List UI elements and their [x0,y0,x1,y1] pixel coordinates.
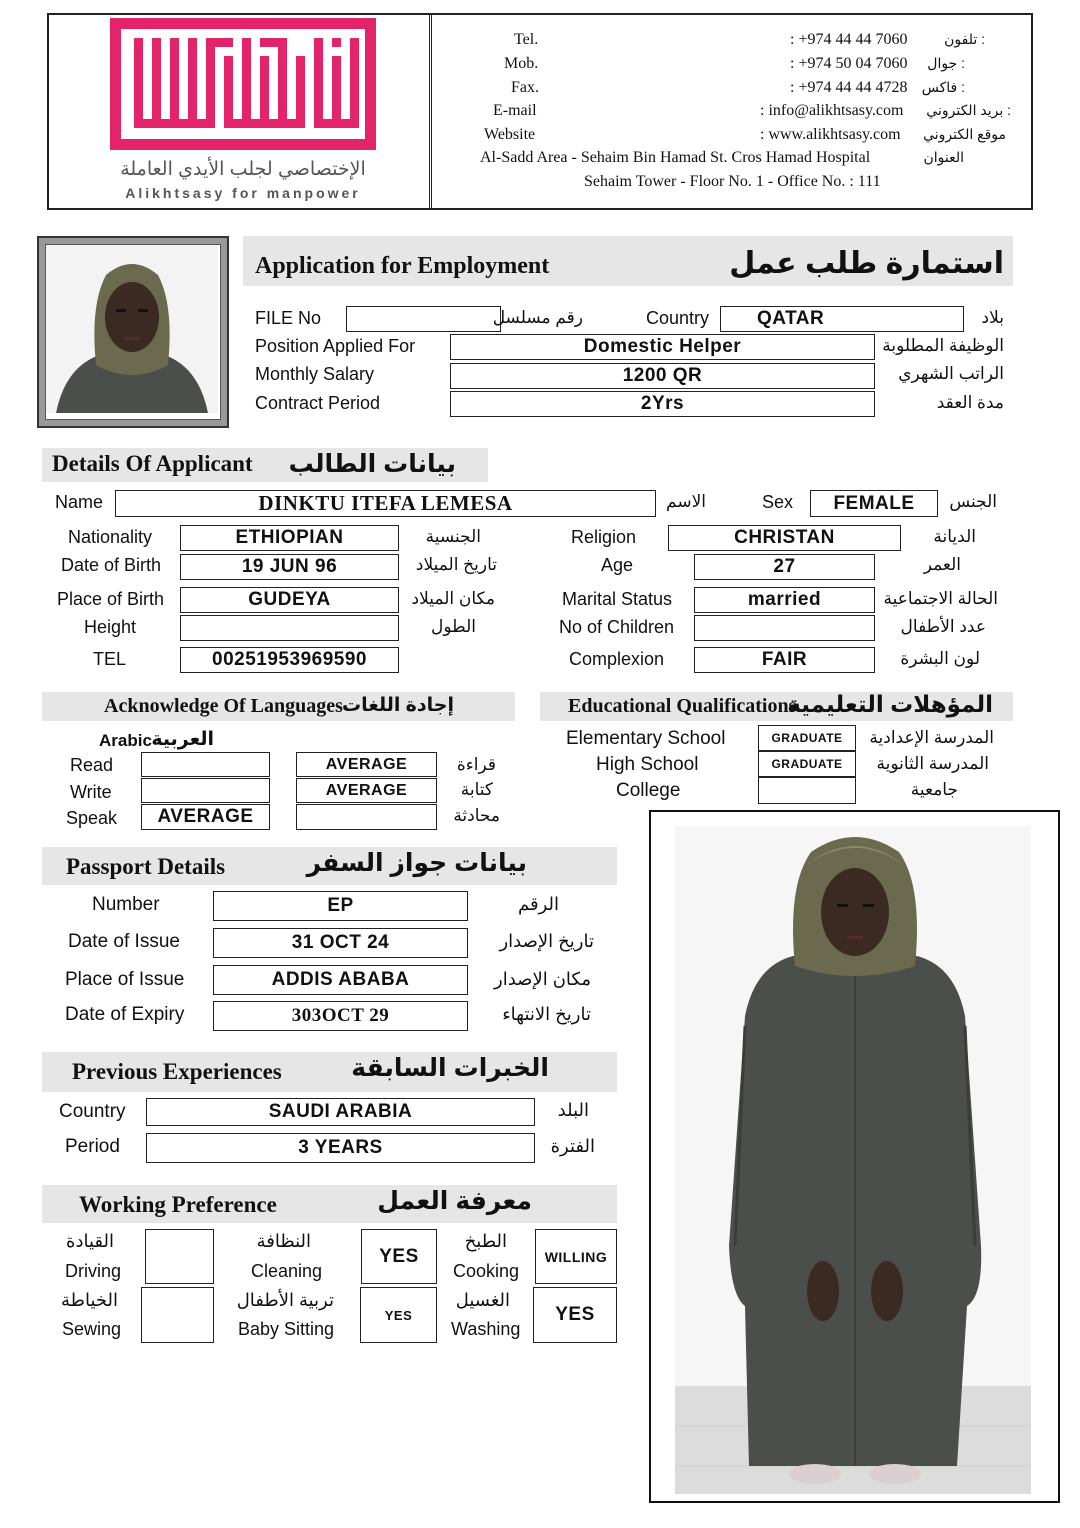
driving-ar: القيادة [66,1231,114,1251]
sex-ar: الجنس [949,492,997,511]
marital-ar: الحالة الاجتماعية [883,589,998,608]
babysitting-ar: تربية الأطفال [236,1290,334,1310]
height-ar: الطول [431,617,476,636]
marital-label: Marital Status [562,589,673,609]
high-school-label: High School [596,754,699,775]
height-field[interactable] [180,615,399,641]
name-field[interactable]: DINKTU ITEFA LEMESA [115,490,656,517]
application-title-en: Application for Employment [255,253,550,279]
complexion-label: Complexion [569,649,665,669]
tel-label: TEL [93,649,127,669]
issue-date-field[interactable]: 31 OCT 24 [213,928,468,958]
sex-label: Sex [762,492,794,512]
contact-mob-label: Mob. [504,55,539,72]
education-title-en: Educational Qualifications [568,695,797,717]
issue-place-label: Place of Issue [65,969,185,990]
write-left-field[interactable] [141,778,270,803]
position-label: Position Applied For [255,336,416,356]
contact-website-ar: موقع الكتروني [923,126,1006,142]
education-title-ar: المؤهلات التعليمية [787,691,993,717]
pob-field[interactable]: GUDEYA [180,587,399,613]
passport-number-ar: الرقم [517,894,559,914]
contact-email-value[interactable]: : info@alikhtsasy.com [760,102,904,119]
nationality-ar: الجنسية [425,527,481,546]
pob-label: Place of Birth [57,589,165,609]
elementary-ar: المدرسة الإعدادية [869,728,994,747]
country-field[interactable]: QATAR [720,306,964,332]
experience-country-field[interactable]: SAUDI ARABIA [146,1098,535,1126]
expiry-date-field[interactable]: 303OCT 29 [213,1001,468,1031]
issue-date-label: Date of Issue [68,931,180,952]
contact-tel-label: Tel. [514,31,539,48]
contract-field[interactable]: 2Yrs [450,391,875,417]
applicant-photo-full [649,810,1060,1503]
religion-ar: الديانة [933,527,976,546]
cooking-label: Cooking [453,1261,520,1281]
sewing-ar: الخياطة [61,1290,118,1310]
read-right-field[interactable]: AVERAGE [296,752,437,777]
sewing-label: Sewing [62,1319,122,1339]
age-ar: العمر [923,555,961,574]
sex-field[interactable]: FEMALE [810,490,938,517]
children-field[interactable] [694,615,875,641]
babysitting-field[interactable]: YES [360,1287,437,1343]
applicant-photo-small [37,236,229,428]
children-label: No of Children [559,617,675,637]
write-label: Write [70,782,112,802]
read-label: Read [70,755,114,775]
driving-field[interactable] [145,1229,214,1284]
experience-period-ar: الفترة [550,1136,595,1156]
experience-period-field[interactable]: 3 YEARS [146,1133,535,1163]
children-ar: عدد الأطفال [900,617,986,636]
applicant-title-en: Details Of Applicant [52,451,253,476]
contact-tel-ar: : تلفون [944,31,985,47]
experience-period-label: Period [65,1136,120,1157]
marital-field[interactable]: married [694,587,875,613]
arabic-label: Arabic [99,731,152,750]
washing-ar: الغسيل [455,1290,510,1310]
name-ar: الاسم [666,492,706,511]
read-left-field[interactable] [141,752,270,777]
religion-field[interactable]: CHRISTAN [668,525,901,551]
address-line-2: Sehaim Tower - Floor No. 1 - Office No. : 111 [584,173,881,190]
passport-number-label: Number [92,894,160,915]
experience-country-ar: البلد [557,1100,589,1120]
speak-ar: محادثة [453,806,500,825]
country-ar: بلاد [981,308,1004,327]
religion-label: Religion [571,527,637,547]
dob-ar: تاريخ الميلاد [415,555,497,574]
name-label: Name [55,492,104,512]
application-title-ar: استمارة طلب عمل [729,247,1004,280]
height-label: Height [84,617,137,637]
position-field[interactable]: Domestic Helper [450,334,875,360]
washing-label: Washing [451,1319,521,1339]
nationality-field[interactable]: ETHIOPIAN [180,525,399,551]
college-label: College [616,780,681,801]
file-no-field[interactable] [346,306,501,332]
write-ar: كتابة [460,780,493,799]
passport-title-ar: بيانات جواز السفر [306,849,527,877]
contact-tel-value: : +974 44 44 7060 [790,31,908,48]
age-label: Age [601,555,634,575]
cleaning-label: Cleaning [251,1261,323,1281]
speak-left-field[interactable]: AVERAGE [141,804,270,830]
experience-title-en: Previous Experiences [72,1059,282,1084]
contact-mob-ar: : جوال [927,55,965,71]
cooking-ar: الطبخ [464,1231,507,1251]
high-school-field[interactable]: GRADUATE [758,751,856,777]
college-field[interactable] [758,777,856,804]
cooking-field[interactable]: WILLING [535,1229,617,1284]
contact-fax-label: Fax. [511,79,539,96]
babysitting-label: Baby Sitting [238,1319,335,1339]
salary-label: Monthly Salary [255,364,375,384]
file-no-ar: رقم مسلسل [492,308,583,327]
address-line-1: Al-Sadd Area - Sehaim Bin Hamad St. Cros Hamad Hospital [480,149,871,166]
complexion-ar: لون البشرة [900,649,980,668]
languages-title-ar: إجادة اللغات [342,695,454,716]
position-ar: الوظيفة المطلوبة [882,336,1004,355]
elementary-label: Elementary School [566,728,726,749]
company-logo [108,16,378,156]
experience-country-label: Country [59,1101,126,1122]
contact-email-ar: : بريد الكتروني [926,102,1011,118]
contact-website-label: Website [484,126,536,143]
salary-field[interactable]: 1200 QR [450,363,875,389]
arabic-ar: العربية [151,729,214,750]
contact-fax-value: : +974 44 44 4728 [790,79,908,96]
sewing-field[interactable] [141,1287,214,1343]
cleaning-ar: النظافة [256,1231,311,1251]
contact-website-value[interactable]: : www.alikhtsasy.com [760,126,901,143]
issue-date-ar: تاريخ الإصدار [499,931,594,951]
experience-title-ar: الخبرات السابقة [351,1054,549,1082]
college-ar: جامعية [910,780,958,799]
high-school-ar: المدرسة الثانوية [876,754,989,773]
company-name-en: Alikhtsasy for manpower [125,185,361,201]
speak-right-field[interactable] [296,804,437,830]
contract-ar: مدة العقد [936,393,1004,412]
driving-label: Driving [65,1261,122,1281]
pob-ar: مكان الميلاد [411,589,495,608]
issue-place-field[interactable]: ADDIS ABABA [213,965,468,995]
issue-place-ar: مكان الإصدار [494,969,591,989]
letterhead-divider [429,13,432,210]
contract-label: Contract Period [255,393,381,413]
passport-number-field[interactable]: EP [213,891,468,921]
dob-label: Date of Birth [61,555,162,575]
preference-title-ar: معرفة العمل [377,1187,532,1215]
preference-title-en: Working Preference [79,1192,277,1217]
speak-label: Speak [66,808,118,828]
company-name-ar: الإختصاصي لجلب الأيدي العاملة [120,159,366,180]
elementary-field[interactable]: GRADUATE [758,725,856,751]
nationality-label: Nationality [68,527,153,547]
cleaning-field[interactable]: YES [361,1229,437,1284]
languages-title-en: Acknowledge Of Languages [104,695,343,717]
expiry-date-ar: تاريخ الانتهاء [502,1004,591,1024]
read-ar: قراءة [456,755,496,774]
applicant-title-ar: بيانات الطالب [288,450,456,478]
complexion-field[interactable]: FAIR [694,647,875,673]
address-ar: العنوان [923,149,964,165]
tel-field[interactable]: 00251953969590 [180,647,399,673]
expiry-date-label: Date of Expiry [65,1004,185,1025]
age-field[interactable]: 27 [694,554,875,580]
contact-email-label: E-mail [493,102,537,119]
dob-field[interactable]: 19 JUN 96 [180,554,399,580]
file-no-label: FILE No [255,308,322,328]
passport-title-en: Passport Details [66,854,226,879]
washing-field[interactable]: YES [533,1287,617,1343]
write-right-field[interactable]: AVERAGE [296,778,437,803]
contact-fax-ar: : فاكس [921,79,965,95]
contact-mob-value: : +974 50 04 7060 [790,55,908,72]
country-label: Country [646,308,710,328]
salary-ar: الراتب الشهري [898,364,1004,383]
